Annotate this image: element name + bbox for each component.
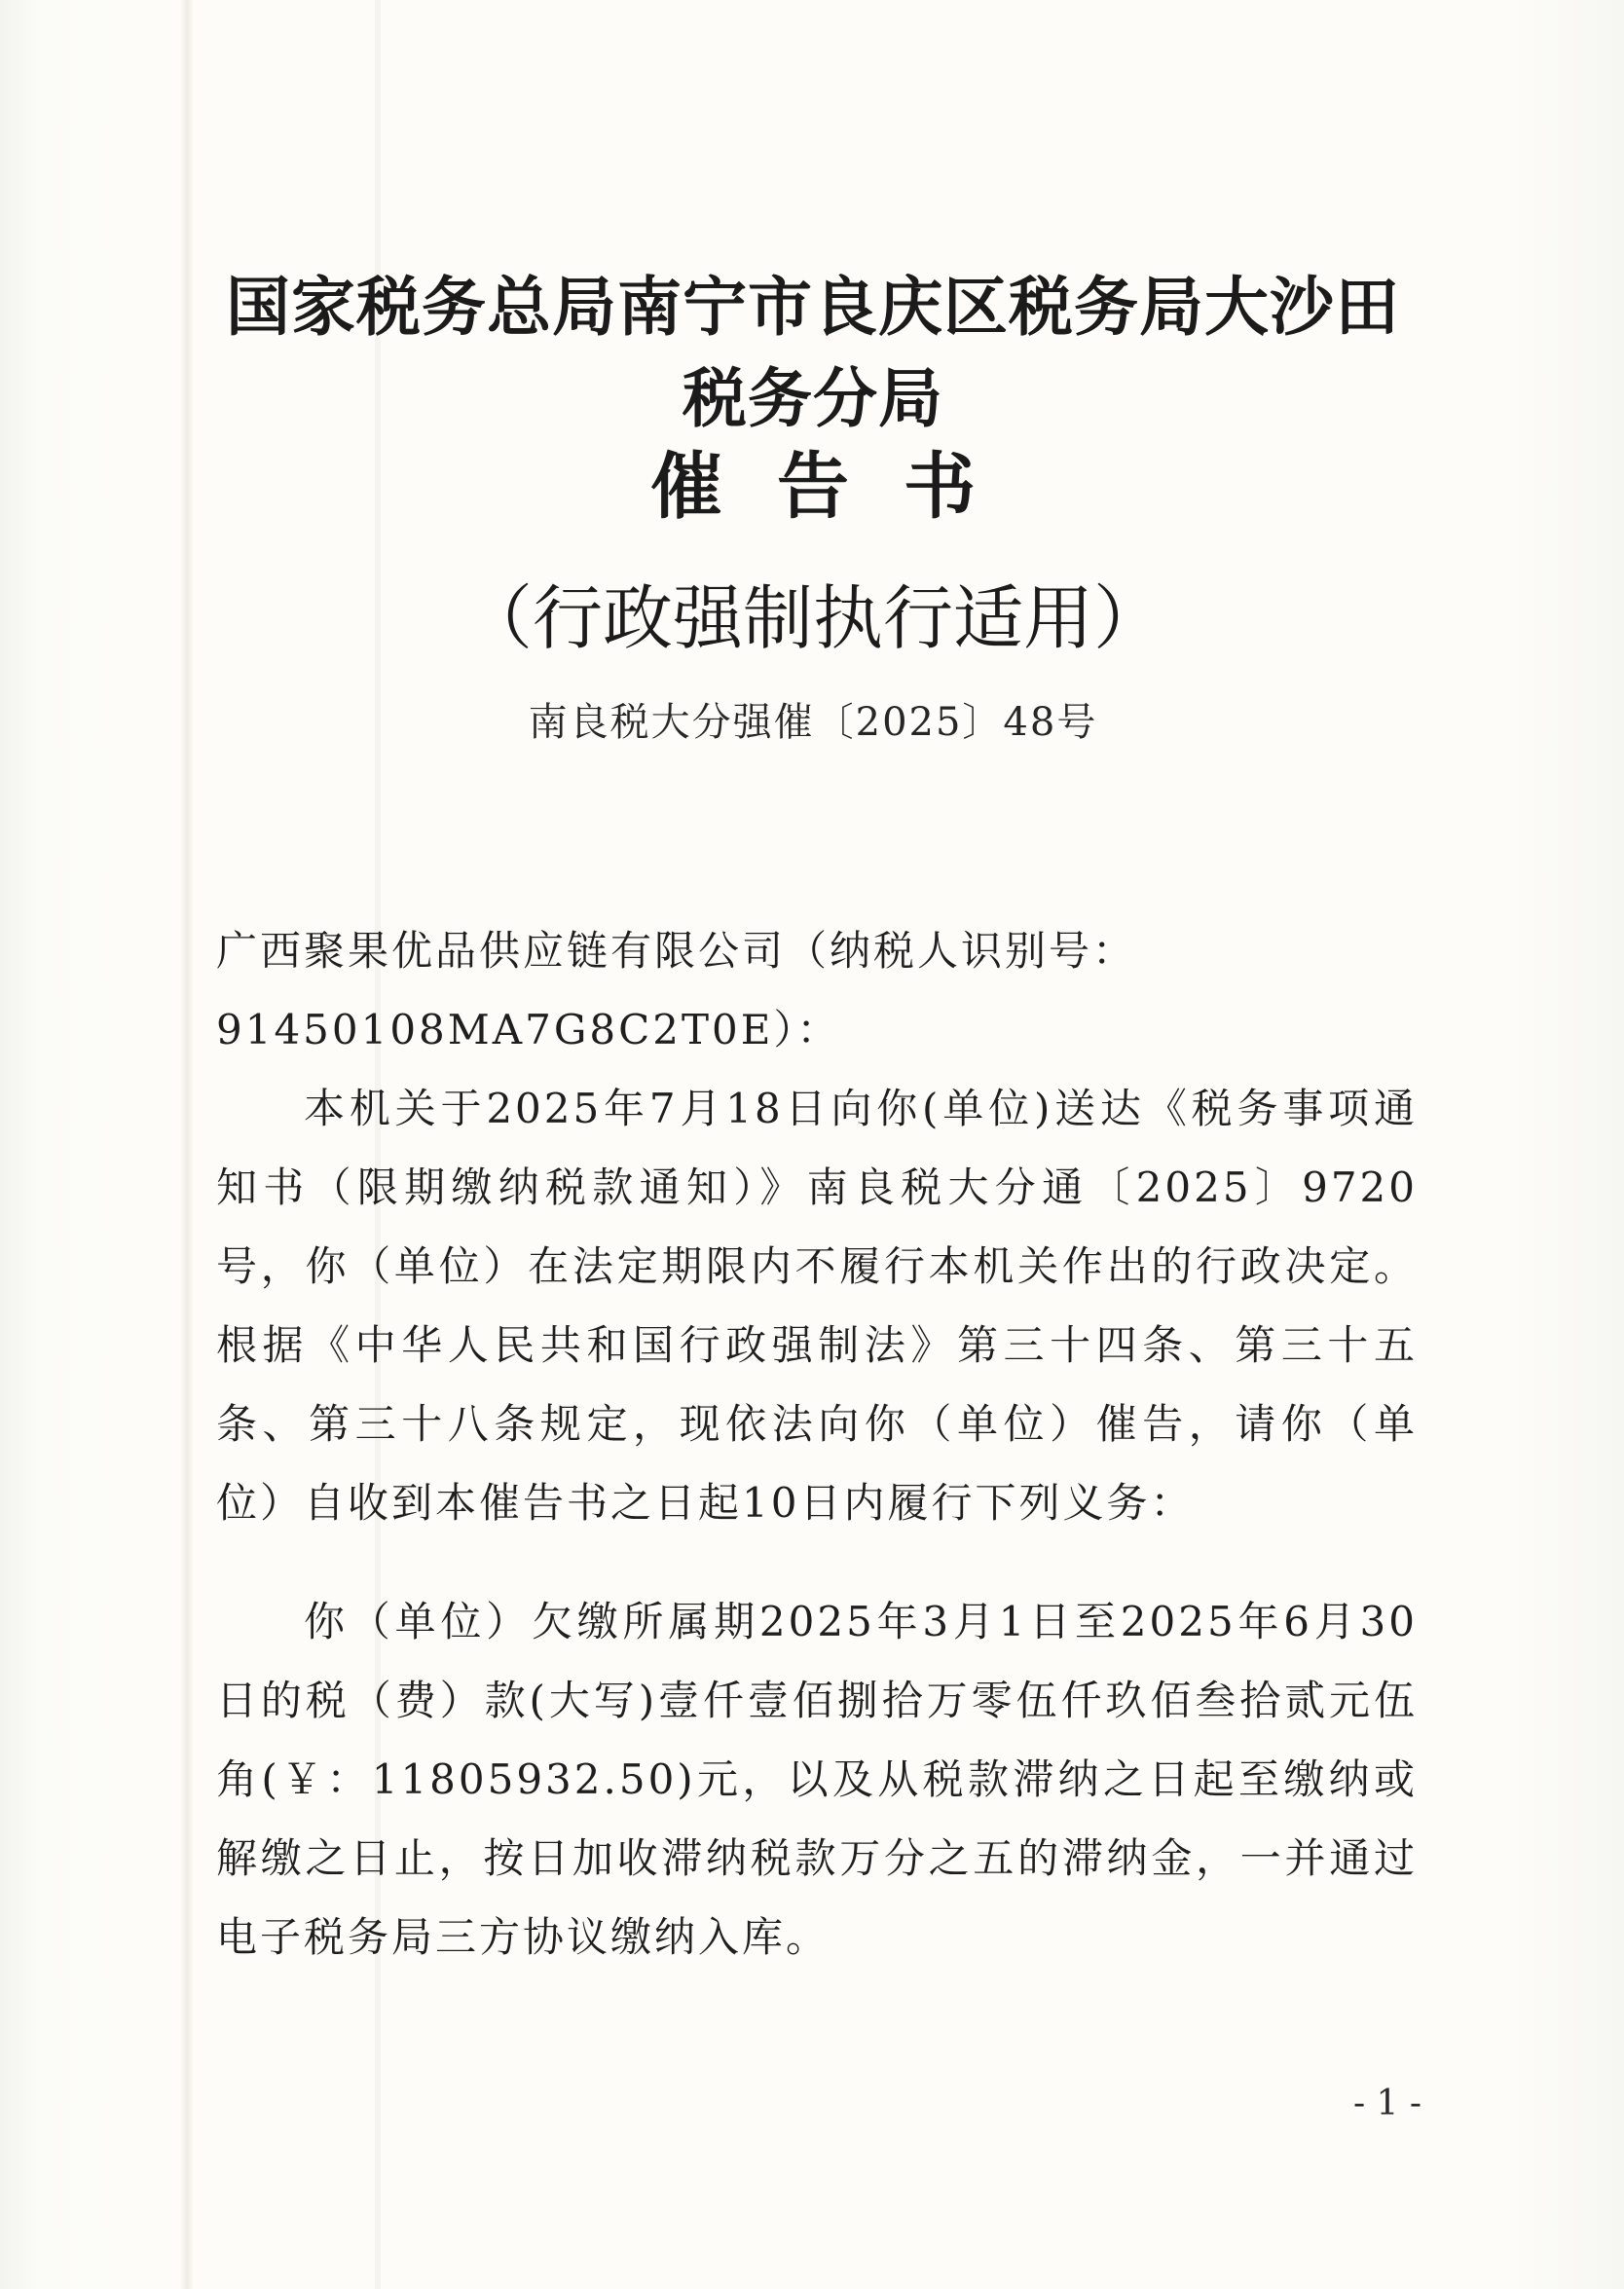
document-subtitle: （行政强制执行适用） (461, 577, 1163, 659)
body-paragraph: 本机关于2025年7月18日向你(单位)送达《税务事项通知书（限期缴纳税款通知）》南良税大分通〔2025〕9720号，你（单位）在法定期限内不履行本机关作出的行政决定。根据《中华人民共和国行政强制法》第三十四条、第三十五条、第三十八条规定，现依法向你（单位）催告，请你（单位）自收到本催告书之日起10日内履行下列义务： (216, 1085, 1418, 1527)
addressee: 广西聚果优品供应链有限公司（纳税人识别号：91450108MA7G8C2T0E）： (216, 927, 1137, 1053)
page-number: - 1 - (1352, 2084, 1422, 2123)
issuing-authority: 国家税务总局南宁市良庆区税务局大沙田税务分局 (226, 269, 1400, 436)
document-title: 催告书 (650, 445, 1030, 529)
scan-artifact (180, 0, 194, 2289)
document-number: 南良税大分强催〔2025〕48号 (528, 700, 1098, 745)
body-paragraph: 你（单位）欠缴所属期2025年3月1日至2025年6月30日的税（费）款(大写)壹仟壹佰捌拾万零伍仟玖佰叁拾贰元伍角(￥：11805932.50)元，以及从税款滞纳之日起至缴纳或解缴之日止，按日加收滞纳税款万分之五的滞纳金，一并通过电子税务局三方协议缴纳入库。 (216, 1598, 1418, 1961)
